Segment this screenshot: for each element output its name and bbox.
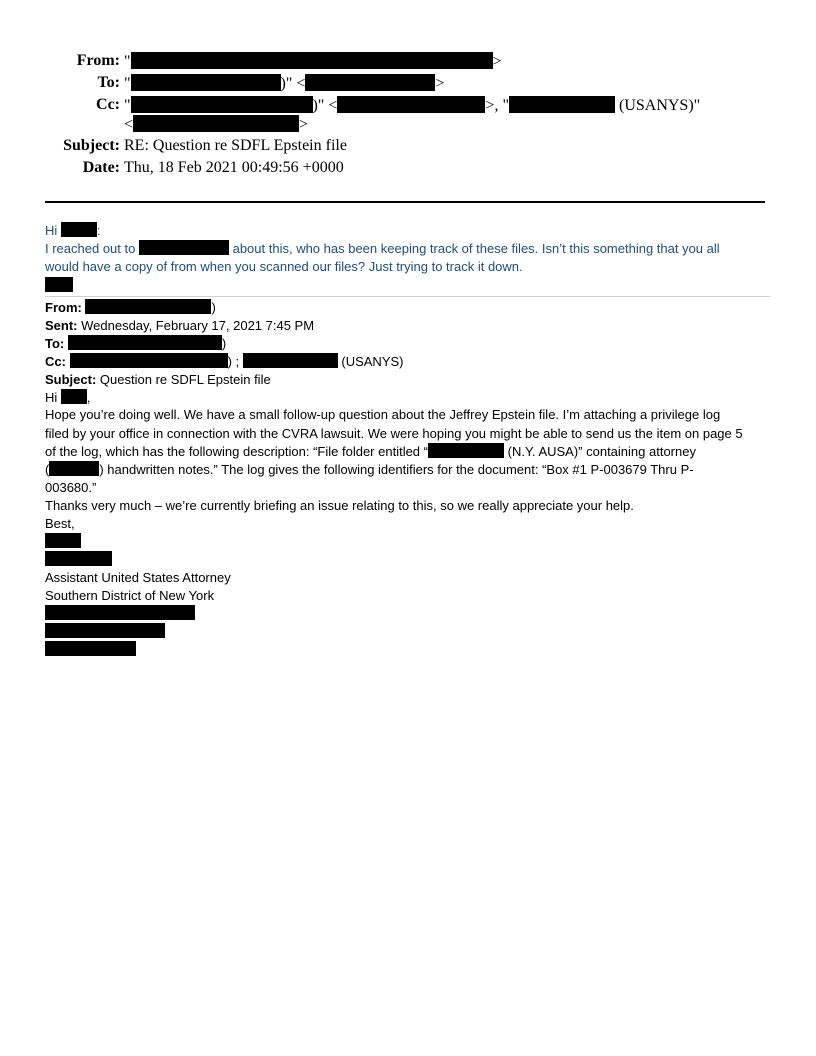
- redaction: [45, 641, 136, 656]
- original-greeting: Hi ,: [45, 390, 91, 405]
- reply-line-1: I reached out to about this, who has been keeping track of these files. Isn’t this something that you all: [45, 241, 720, 256]
- message-separator: [45, 296, 771, 297]
- header-cc-row: Cc: " )" < >, " (USANYS)": [0, 96, 816, 117]
- header-divider: [45, 201, 765, 203]
- header-to-label: To:: [97, 74, 120, 91]
- original-body-line-5: 003680.”: [45, 480, 97, 495]
- redaction: [139, 240, 229, 255]
- redaction: [85, 299, 211, 314]
- signature-contact-1: [45, 605, 195, 623]
- signature-contact-2: [45, 623, 165, 641]
- header-subject: RE: Question re SDFL Epstein file: [124, 137, 347, 154]
- redaction: [45, 277, 73, 292]
- reply-line-2: would have a copy of from when you scanned our files? Just trying to track it down.: [45, 259, 523, 274]
- reply-greeting: Hi :: [45, 223, 101, 238]
- signature-contact-3: [45, 641, 136, 659]
- redaction: [45, 623, 165, 638]
- signature-office: Southern District of New York: [45, 588, 215, 603]
- signature-name-2: [45, 551, 112, 569]
- redaction: [61, 389, 87, 404]
- original-sent-row: Sent: Wednesday, February 17, 2021 7:45 PM: [45, 318, 315, 333]
- original-body-line-2: filed by your office in connection with the CVRA lawsuit. We were hoping you might be able to send us the item on page 5: [45, 426, 743, 441]
- header-cc-row-2: < >: [124, 116, 309, 133]
- header-to-row: To: " )" < >: [0, 74, 816, 95]
- original-body-line-6: Thanks very much – we’re currently briefing an issue relating to this, so we really appreciate your help.: [45, 498, 634, 513]
- header-cc-label: Cc:: [96, 96, 120, 113]
- redaction: [243, 353, 338, 368]
- header-from-row: From: " >: [0, 52, 816, 73]
- original-body-line-1: Hope you’re doing well. We have a small follow-up question about the Jeffrey Epstein file. I’m attaching a privilege log: [45, 407, 721, 422]
- redaction: [131, 96, 313, 113]
- redaction: [45, 551, 112, 566]
- signature-name: [45, 533, 81, 551]
- original-body-line-3: of the log, which has the following description: “File folder entitled “ (N.Y. AUSA)” containing attorney: [45, 444, 696, 459]
- redaction: [305, 74, 435, 91]
- header-subject-label: Subject:: [63, 137, 120, 154]
- redaction: [337, 96, 485, 113]
- redaction: [509, 96, 615, 113]
- redaction: [428, 443, 504, 458]
- redaction: [70, 353, 228, 368]
- redaction: [49, 461, 99, 476]
- redaction: [131, 74, 281, 91]
- header-from-label: From:: [76, 52, 120, 69]
- redaction: [131, 52, 493, 69]
- original-signoff: Best,: [45, 516, 75, 531]
- header-subject-row: [0, 137, 816, 158]
- signature-title: Assistant United States Attorney: [45, 570, 231, 585]
- header-date: Thu, 18 Feb 2021 00:49:56 +0000: [124, 159, 344, 176]
- original-cc-row: Cc: ) ; (USANYS): [45, 354, 404, 369]
- header-date-row: [0, 159, 816, 180]
- redaction: [68, 335, 222, 350]
- redaction: [45, 533, 81, 548]
- original-to-row: To: ): [45, 336, 227, 351]
- original-body-line-4: ( ) handwritten notes.” The log gives the following identifiers for the document: “Box #1 P-003679 Thru P-: [45, 462, 694, 477]
- original-subject-row: Subject: Question re SDFL Epstein file: [45, 372, 271, 387]
- email-header: [0, 0, 816, 190]
- header-cc-org: (USANYS)": [618, 97, 701, 114]
- redaction: [45, 605, 195, 620]
- original-from-row: From: ): [45, 300, 216, 315]
- reply-signature: [45, 277, 73, 295]
- redaction: [61, 222, 97, 237]
- header-date-label: Date:: [82, 159, 120, 176]
- redaction: [133, 115, 299, 132]
